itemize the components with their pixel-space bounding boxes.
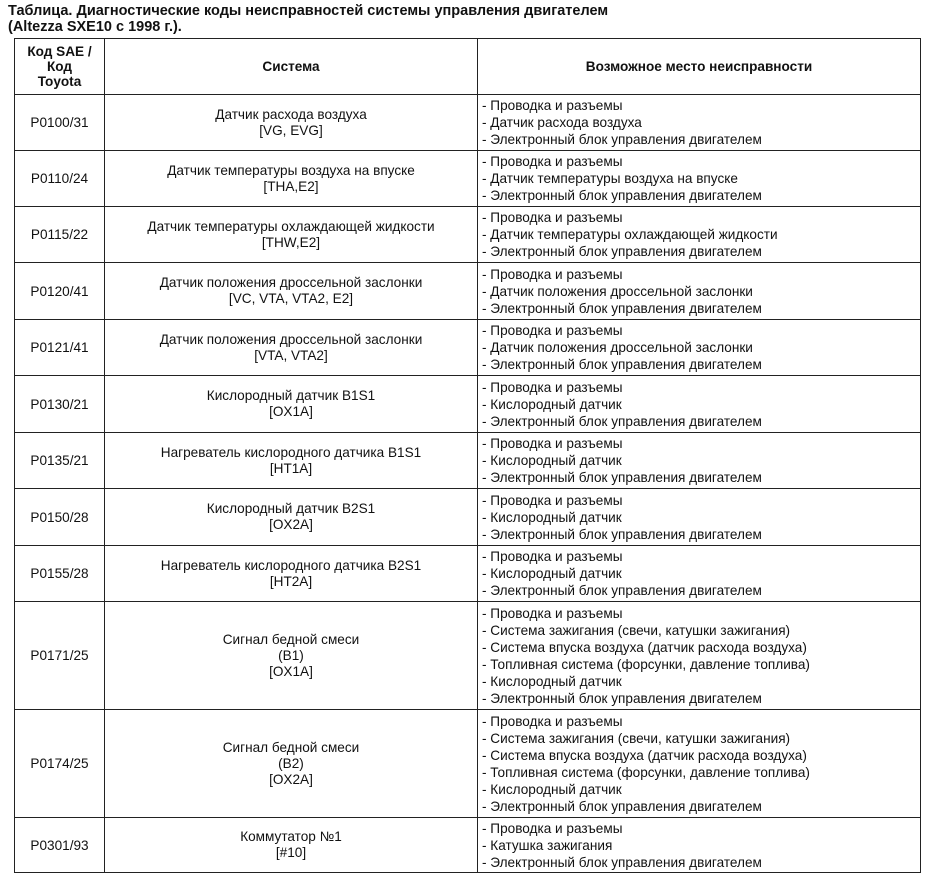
table-row	[15, 320, 921, 376]
causes-cell	[478, 263, 921, 320]
system-cell	[105, 263, 478, 320]
cause-item: - Электронный блок управления двигателем	[482, 413, 762, 429]
cause-item: - Электронный блок управления двигателем	[482, 854, 762, 870]
system-cell	[105, 320, 478, 376]
cause-item: - Электронный блок управления двигателем	[482, 583, 762, 598]
header-code-line: Код	[46, 59, 73, 74]
system-line: [THA,E2]	[263, 178, 319, 194]
table-body	[15, 95, 921, 873]
system-line: [HT2A]	[269, 573, 313, 589]
table-header-row	[15, 39, 921, 95]
system-cell	[105, 602, 478, 710]
table-row	[15, 818, 921, 873]
dtc-code-cell: P0150/28	[15, 489, 105, 546]
causes-cell	[478, 710, 921, 818]
cause-item: - Система впуска воздуха (датчик расхода воздуха)	[482, 639, 807, 655]
table-title	[8, 3, 608, 35]
causes-cell	[478, 818, 921, 873]
table-title-line-1: Таблица. Диагностические коды неисправностей системы управления двигателем	[8, 3, 609, 19]
table-row	[15, 602, 921, 710]
system-cell	[105, 376, 478, 433]
cause-item: - Датчик расхода воздуха	[482, 115, 642, 130]
system-line: Датчик температуры охлаждающей жидкости	[147, 218, 435, 234]
table-row	[15, 489, 921, 546]
table-row	[15, 95, 921, 151]
system-cell	[105, 818, 478, 873]
table-row	[15, 376, 921, 433]
cause-item: - Кислородный датчик	[482, 566, 622, 581]
header-causes: Возможное место неисправности	[478, 39, 921, 95]
dtc-code-cell: P0120/41	[15, 263, 105, 320]
causes-cell	[478, 376, 921, 433]
table-row	[15, 710, 921, 818]
cause-item: - Проводка и разъемы	[482, 323, 623, 338]
cause-item: - Электронный блок управления двигателем	[482, 132, 762, 147]
dtc-code-cell: P0121/41	[15, 320, 105, 376]
table-row	[15, 546, 921, 602]
table-row	[15, 433, 921, 489]
system-line: Кислородный датчик B1S1	[206, 388, 376, 403]
system-cell	[105, 546, 478, 602]
system-line: [THW,E2]	[261, 234, 321, 250]
system-cell	[105, 710, 478, 818]
system-line: [HT1A]	[269, 460, 313, 476]
header-code	[15, 39, 105, 95]
system-line: Датчик расхода воздуха	[215, 106, 367, 122]
cause-item: - Проводка и разъемы	[482, 713, 623, 729]
cause-item: - Топливная система (форсунки, давление топлива)	[482, 764, 810, 780]
cause-item: - Проводка и разъемы	[482, 210, 623, 225]
system-cell	[105, 433, 478, 489]
causes-cell	[478, 546, 921, 602]
system-line: [OX2A]	[269, 517, 313, 532]
cause-item: - Система зажигания (свечи, катушки зажигания)	[482, 730, 791, 746]
header-system: Система	[105, 39, 478, 95]
dtc-code-cell: P0301/93	[15, 818, 105, 873]
system-line: Нагреватель кислородного датчика B2S1	[160, 557, 422, 573]
cause-item: - Кислородный датчик	[482, 673, 622, 689]
cause-item: - Кислородный датчик	[482, 509, 622, 525]
system-line: Сигнал бедной смеси	[222, 631, 360, 647]
cause-item: - Датчик температуры воздуха на впуске	[482, 171, 738, 186]
cause-item: - Проводка и разъемы	[482, 820, 623, 836]
system-line: Кислородный датчик B2S1	[206, 501, 376, 516]
causes-cell	[478, 95, 921, 151]
system-line: (B1)	[278, 647, 304, 663]
dtc-code-cell: P0135/21	[15, 433, 105, 489]
header-code-line: Код SAE /	[27, 44, 92, 59]
cause-item: - Система зажигания (свечи, катушки зажигания)	[482, 622, 791, 638]
system-line: [VTA, VTA2]	[254, 347, 328, 363]
cause-item: - Электронный блок управления двигателем	[482, 798, 762, 814]
causes-cell	[478, 320, 921, 376]
system-line: Датчик температуры воздуха на впуске	[167, 162, 415, 178]
cause-item: - Проводка и разъемы	[482, 98, 623, 113]
system-line: [#10]	[275, 845, 307, 860]
cause-item: - Проводка и разъемы	[482, 492, 623, 508]
system-line: Сигнал бедной смеси	[222, 739, 360, 755]
system-cell	[105, 95, 478, 151]
cause-item: - Система впуска воздуха (датчик расхода воздуха)	[482, 747, 807, 763]
system-line: [OX2A]	[269, 771, 313, 787]
cause-item: - Датчик положения дроссельной заслонки	[482, 283, 753, 299]
system-line: [OX1A]	[269, 404, 313, 419]
system-line: Датчик положения дроссельной заслонки	[159, 275, 423, 290]
dtc-table	[14, 38, 921, 873]
cause-item: - Проводка и разъемы	[482, 436, 623, 451]
cause-item: - Электронный блок управления двигателем	[482, 188, 762, 203]
cause-item: - Электронный блок управления двигателем	[482, 244, 762, 259]
dtc-code-cell: P0115/22	[15, 207, 105, 263]
system-line: [VC, VTA, VTA2, E2]	[228, 291, 354, 306]
causes-cell	[478, 602, 921, 710]
system-line: Коммутатор №1	[240, 829, 342, 844]
cause-item: - Электронный блок управления двигателем	[482, 526, 762, 542]
system-line: [OX1A]	[269, 663, 313, 679]
system-line: Датчик положения дроссельной заслонки	[159, 331, 423, 347]
dtc-code-cell: P0110/24	[15, 151, 105, 207]
dtc-code-cell: P0155/28	[15, 546, 105, 602]
dtc-code-cell: P0171/25	[15, 602, 105, 710]
cause-item: - Проводка и разъемы	[482, 154, 623, 169]
causes-cell	[478, 207, 921, 263]
table-title-line-2: (Altezza SXE10 с 1998 г.).	[8, 19, 182, 35]
dtc-code-cell: P0100/31	[15, 95, 105, 151]
cause-item: - Электронный блок управления двигателем	[482, 690, 762, 706]
header-code-line: Toyota	[37, 74, 82, 89]
cause-item: - Электронный блок управления двигателем	[482, 300, 762, 316]
cause-item: - Кислородный датчик	[482, 396, 622, 412]
cause-item: - Датчик положения дроссельной заслонки	[482, 340, 753, 355]
dtc-code-cell: P0130/21	[15, 376, 105, 433]
cause-item: - Кислородный датчик	[482, 781, 622, 797]
system-cell	[105, 207, 478, 263]
causes-cell	[478, 489, 921, 546]
dtc-code-cell: P0174/25	[15, 710, 105, 818]
cause-item: - Топливная система (форсунки, давление топлива)	[482, 656, 810, 672]
cause-item: - Проводка и разъемы	[482, 379, 623, 395]
cause-item: - Катушка зажигания	[482, 837, 613, 853]
causes-cell	[478, 151, 921, 207]
system-cell	[105, 151, 478, 207]
system-line: (B2)	[278, 755, 304, 771]
cause-item: - Датчик температуры охлаждающей жидкости	[482, 227, 778, 242]
system-cell	[105, 489, 478, 546]
table-row	[15, 263, 921, 320]
system-line: Нагреватель кислородного датчика B1S1	[160, 444, 422, 460]
system-line: [VG, EVG]	[259, 122, 323, 138]
causes-cell	[478, 433, 921, 489]
cause-item: - Электронный блок управления двигателем	[482, 357, 762, 372]
table-row	[15, 151, 921, 207]
cause-item: - Кислородный датчик	[482, 453, 622, 468]
cause-item: - Проводка и разъемы	[482, 605, 623, 621]
table-row	[15, 207, 921, 263]
cause-item: - Электронный блок управления двигателем	[482, 470, 762, 485]
cause-item: - Проводка и разъемы	[482, 266, 623, 282]
cause-item: - Проводка и разъемы	[482, 549, 623, 564]
